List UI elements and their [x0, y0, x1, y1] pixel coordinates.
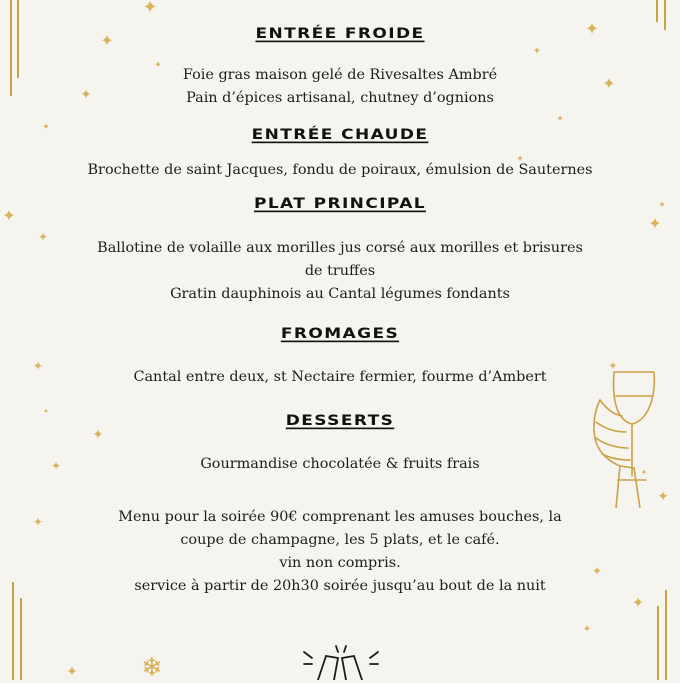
gold-bar-bottom-right: [657, 606, 659, 680]
sparkle-icon: ✦: [516, 154, 524, 165]
sparkle-icon: ✦: [556, 114, 564, 125]
sparkle-icon: ✦: [32, 359, 44, 373]
sparkle-icon: ✦: [92, 427, 104, 443]
section-desserts: [0, 407, 680, 431]
sparkle-icon: ✦: [640, 468, 648, 477]
gold-bar-bottom-left: [20, 598, 22, 680]
footer-line: coupe de champagne, les 5 plats, et le café.: [180, 532, 500, 548]
menu-item: Ballotine de volaille aux morilles jus corsé aux morilles et brisures: [97, 240, 583, 256]
section-title: ENTRÉE FROIDE: [255, 25, 425, 43]
sparkle-icon: ✦: [42, 122, 50, 133]
sparkle-icon: ✦: [608, 359, 618, 373]
sparkle-icon: ✦: [532, 46, 542, 57]
section-title: DESSERTS: [285, 412, 395, 430]
section-entree-froide: [0, 19, 680, 44]
menu-item: Cantal entre deux, st Nectaire fermier, fourme d’Ambert: [133, 369, 547, 385]
sparkle-icon: ✦: [591, 564, 603, 578]
sparkle-icon: ✦: [32, 515, 44, 529]
sparkle-icon: ✦: [100, 31, 114, 50]
footer-line: Menu pour la soirée 90€ comprenant les amuses bouches, la: [118, 509, 562, 525]
sparkle-icon: ✦: [50, 459, 62, 473]
sparkle-icon: ✦: [658, 200, 666, 211]
menu-item: Pain d’épices artisanal, chutney d’ognions: [186, 90, 494, 106]
menu-item: Brochette de saint Jacques, fondu de poiraux, émulsion de Sauternes: [87, 162, 593, 178]
section-title: FROMAGES: [280, 325, 400, 343]
sparkle-icon: ✦: [648, 214, 662, 233]
sparkle-icon: ✦: [582, 624, 592, 635]
champagne-toast-icon: [296, 640, 386, 680]
footer-line: vin non compris.: [279, 555, 401, 571]
gold-bar-top-right: [656, 0, 658, 22]
section-entree-chaude: [0, 122, 680, 145]
section-items: [0, 60, 680, 110]
section-title: PLAT PRINCIPAL: [253, 195, 427, 213]
sparkle-icon: ✦: [43, 407, 49, 416]
footer-line: service à partir de 20h30 soirée jusqu’au bout de la nuit: [134, 578, 546, 594]
section-items: [0, 366, 680, 389]
menu-item: Gourmandise chocolatée & fruits frais: [200, 456, 480, 472]
sparkle-icon: ✦: [154, 60, 162, 71]
sparkle-icon: ✦: [631, 593, 645, 612]
section-items: [0, 237, 680, 306]
section-title: ENTRÉE CHAUDE: [251, 126, 429, 144]
snowflake-icon: ❄: [141, 653, 163, 683]
sparkle-icon: ✦: [80, 87, 92, 103]
menu-item: Gratin dauphinois au Cantal légumes fondants: [170, 286, 510, 302]
section-items: [0, 159, 680, 182]
section-items: [0, 453, 680, 476]
menu-footer: [0, 506, 680, 598]
sparkle-icon: ✦: [37, 230, 49, 244]
sparkle-icon: ✦: [602, 74, 616, 93]
menu-item: de truffes: [304, 263, 376, 279]
sparkle-icon: ✦: [584, 19, 600, 40]
sparkle-icon: ✦: [66, 664, 78, 680]
sparkle-icon: ✦: [142, 0, 158, 18]
section-plat-principal: [0, 194, 680, 214]
section-fromages: [0, 324, 680, 344]
gold-bar-bottom-right: [665, 590, 667, 680]
sparkle-icon: ✦: [657, 489, 669, 505]
sparkle-icon: ✦: [2, 206, 16, 225]
menu-item: Foie gras maison gelé de Rivesaltes Ambré: [182, 67, 498, 83]
